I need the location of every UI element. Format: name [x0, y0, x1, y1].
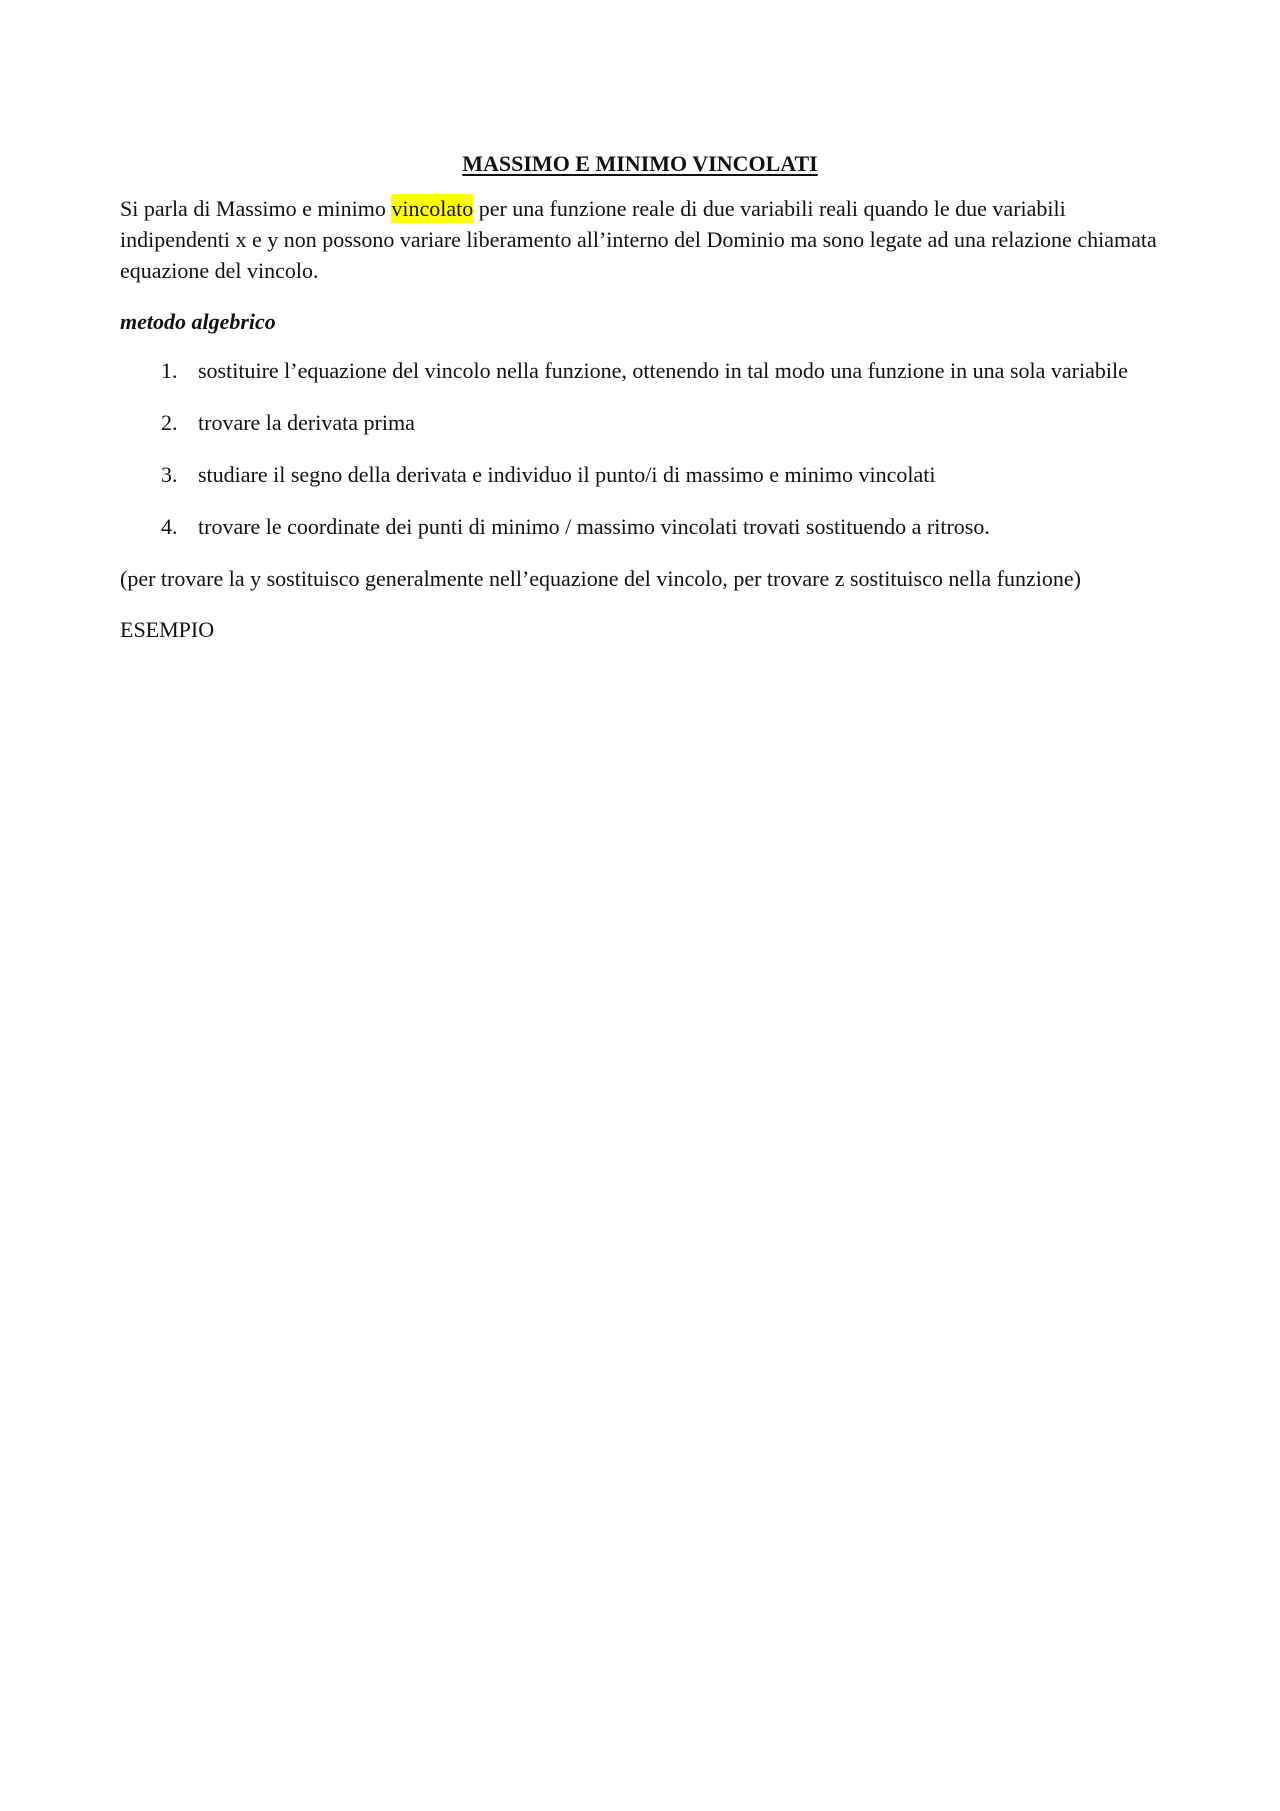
steps-list	[120, 355, 1160, 542]
list-item	[120, 511, 1160, 542]
example-label: ESEMPIO	[120, 617, 215, 642]
list-item	[120, 459, 1160, 490]
step-number: 4.	[161, 514, 178, 539]
step-text: studiare il segno della derivata e individuo il punto/i di massimo e minimo vincolati	[198, 462, 936, 487]
list-item	[120, 407, 1160, 438]
step-number: 3.	[161, 462, 178, 487]
step-text: trovare le coordinate dei punti di minimo / massimo vincolati trovati sostituendo a ritroso.	[198, 514, 990, 539]
step-number: 2.	[161, 410, 178, 435]
step-text: trovare la derivata prima	[198, 410, 415, 435]
step-number: 1.	[161, 358, 178, 383]
list-item	[120, 355, 1160, 386]
intro-text-end: per una funzione reale di due variabili reali quando le due variabili indipendenti x e y non possono variare liberamento all’interno del Dominio ma sono legate ad una relazione chiamata equazione del vincolo.	[120, 196, 1157, 283]
note-paragraph: (per trovare la y sostituisco generalmente nell’equazione del vincolo, per trovare z sostituisco nella funzione)	[120, 566, 1081, 591]
method-subheading: metodo algebrico	[120, 309, 276, 334]
intro-paragraph	[120, 193, 1160, 286]
step-text: sostituire l’equazione del vincolo nella funzione, ottenendo in tal modo una funzione in una sola variabile	[198, 358, 1128, 383]
intro-text-start: Si parla di Massimo e minimo	[120, 196, 392, 221]
page-title: MASSIMO E MINIMO VINCOLATI	[462, 151, 818, 176]
document-body	[120, 148, 1160, 665]
highlighted-word: vincolato	[391, 196, 474, 221]
